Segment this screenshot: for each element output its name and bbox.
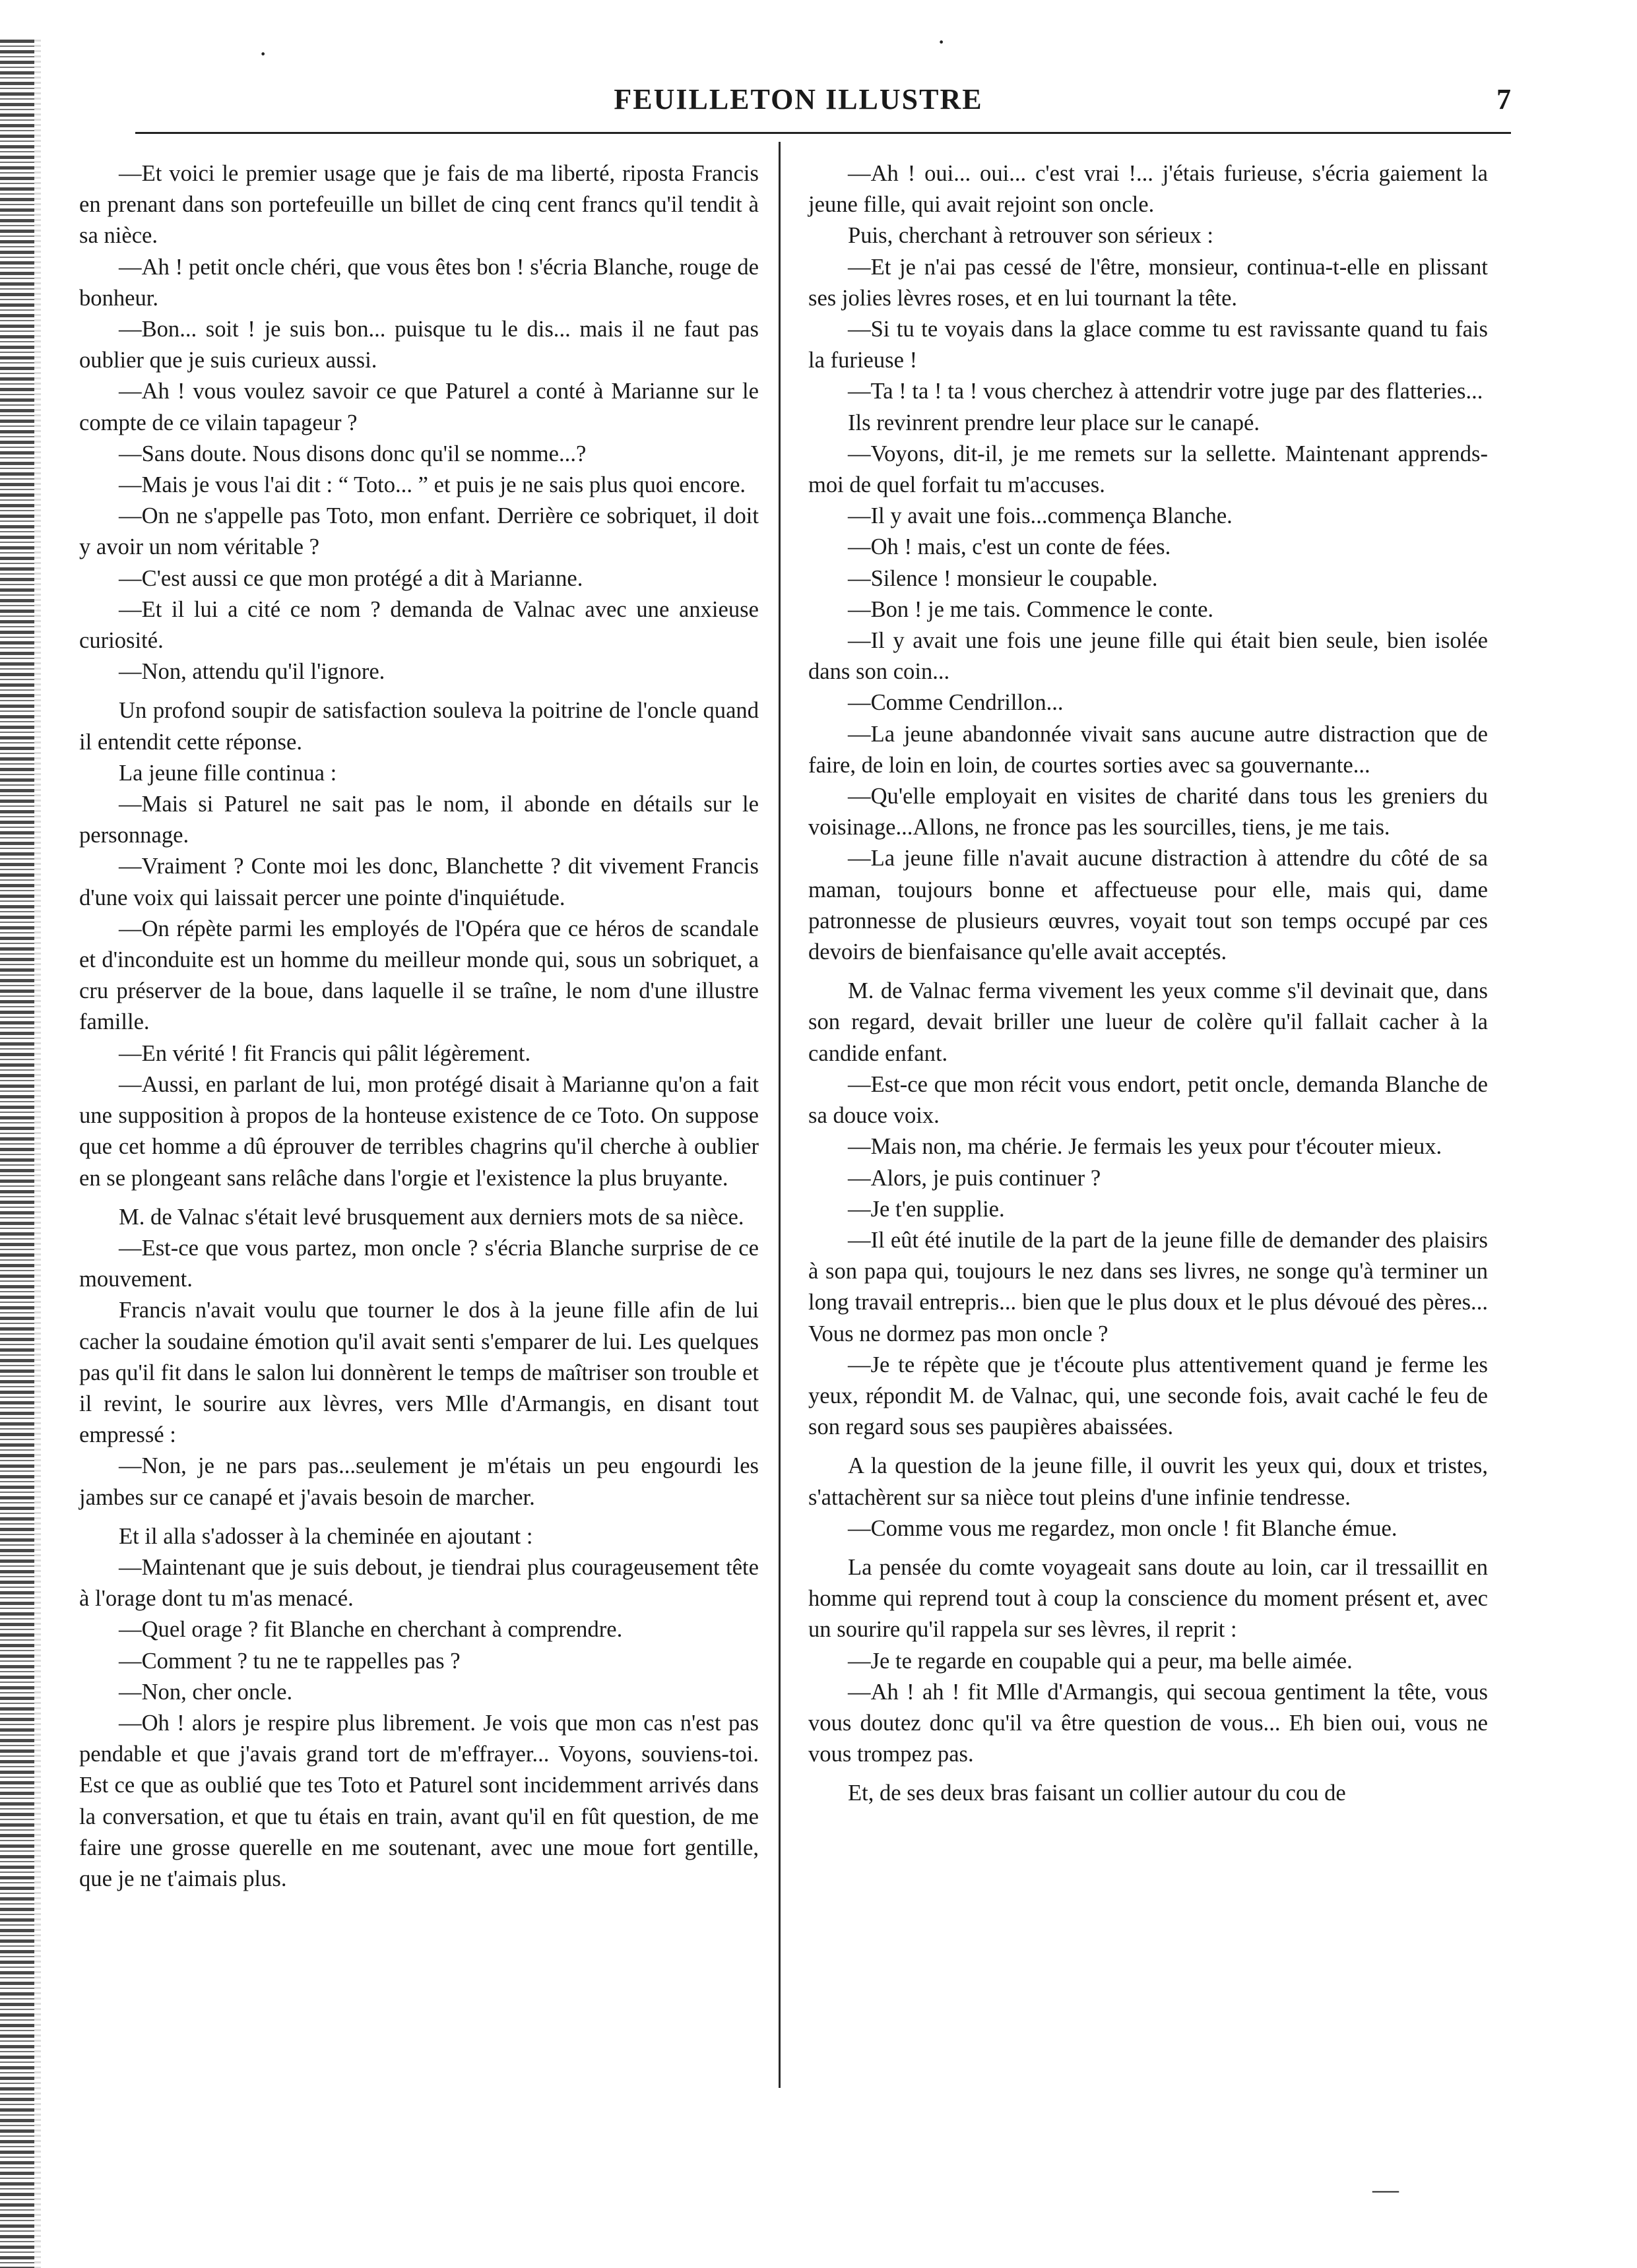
page-header-title: FEUILLETON ILLUSTRE [614,83,983,115]
paragraph: M. de Valnac ferma vivement les yeux comme s'il devinait que, dans son regard, devait briller une lueur de colère qu'il fallait cacher à la candide enfant. [808,978,1488,1066]
paragraph: —Et je n'ai pas cessé de l'être, monsieur, continua-t-elle en plissant ses jolies lèvres roses, et en lui tournant la tête. [808,254,1488,311]
paragraph: —Voyons, dit-il, je me remets sur la sellette. Maintenant apprends-moi de quel forfait tu m'accuses. [808,441,1488,498]
paragraph: —Je t'en supplie. [848,1196,1005,1222]
paragraph: —Vraiment ? Conte moi les donc, Blanchette ? dit vivement Francis d'une voix qui laissait percer une pointe d'inquiétude. [79,854,759,910]
binding-shadow [34,40,41,2268]
paragraph: —Silence ! monsieur le coupable. [848,565,1158,591]
paragraph: —Alors, je puis continuer ? [848,1165,1101,1191]
paragraph: —Non, attendu qu'il l'ignore. [119,659,385,685]
paragraph: —Quel orage ? fit Blanche en cherchant à comprendre. [119,1617,623,1643]
paragraph: —On répète parmi les employés de l'Opéra que ce héros de scandale et d'inconduite est un homme du meilleur monde qui, sous un sobriquet, a cru préserver de la boue, dans laquelle il se traîne, le nom d'une illustre famille. [79,916,759,1035]
paragraph: —Ah ! ah ! fit Mlle d'Armangis, qui secoua gentiment la tête, vous vous doutez donc qu'il va être question de vous... Eh bien oui, vous ne vous trompez pas. [808,1679,1488,1767]
print-dot: · [259,39,268,69]
paragraph: A la question de la jeune fille, il ouvrit les yeux qui, doux et tristes, s'attachèrent sur sa nièce tout pleins d'une infinie tendresse. [808,1453,1488,1510]
paragraph: —Comment ? tu ne te rappelles pas ? [119,1648,461,1674]
paragraph: —La jeune abandonnée vivait sans aucune autre distraction que de faire, de loin en loin, de courtes sorties avec sa gouvernante... [808,721,1488,778]
right-column [808,158,1488,1810]
paragraph: Et il alla s'adosser à la cheminée en ajoutant : [119,1523,533,1549]
paragraph: —Bon ! je me tais. Commence le conte. [848,596,1214,622]
paragraph: —La jeune fille n'avait aucune distraction à attendre du côté de sa maman, toujours bonne et affectueuse pour elle, mais qui, dame patronnesse de plusieurs œuvres, voyait tout son temps occupé par ces devoirs de bienfaisance qu'elle avait acceptés. [808,846,1488,965]
paragraph: —Ah ! vous voulez savoir ce que Paturel a conté à Marianne sur le compte de ce vilain tapageur ? [79,379,759,435]
paragraph: —Mais non, ma chérie. Je fermais les yeux pour t'écouter mieux. [848,1134,1442,1160]
paragraph: —Non, cher oncle. [119,1679,293,1705]
binding-edge [0,40,34,2268]
paragraph: Ils revinrent prendre leur place sur le canapé. [848,410,1260,435]
paragraph: —Il eût été inutile de la part de la jeune fille de demander des plaisirs à son papa qui, toujours le nez dans ses livres, ne songe qu'à terminer un long travail entrepris... bien que le plus doux et le plus dévoué des pères... Vous ne dormez pas mon oncle ? [808,1227,1488,1346]
running-header [86,82,1511,122]
print-dot: · [937,27,946,57]
paragraph: Un profond soupir de satisfaction souleva la poitrine de l'oncle quand il entendit cette réponse. [79,698,759,755]
paragraph: —Je te répète que je t'écoute plus attentivement quand je ferme les yeux, répondit M. de Valnac, qui, une seconde fois, avait caché le feu de son regard sous ses paupières abaissées. [808,1352,1488,1440]
paragraph: —Qu'elle employait en visites de charité dans tous les greniers du voisinage...Allons, ne fronce pas les sourcilles, tiens, je me tais. [808,784,1488,840]
paragraph: —Est-ce que vous partez, mon oncle ? s'écria Blanche surprise de ce mouvement. [79,1235,759,1292]
paragraph: —Il y avait une fois...commença Blanche. [848,503,1233,529]
paragraph: —Oh ! mais, c'est un conte de fées. [848,534,1171,560]
left-column [79,158,759,1895]
header-rule [135,132,1511,134]
paragraph: —Mais je vous l'ai dit : “ Toto... ” et puis je ne sais plus quoi encore. [119,472,746,498]
paragraph: —Comme vous me regardez, mon oncle ! fit Blanche émue. [848,1515,1397,1541]
paragraph: Puis, cherchant à retrouver son sérieux : [848,223,1214,249]
paragraph: —On ne s'appelle pas Toto, mon enfant. Derrière ce sobriquet, il doit y avoir un nom véritable ? [79,503,759,560]
paragraph: —Oh ! alors je respire plus librement. Je vois que mon cas n'est pas pendable et que j'avais grand tort de m'effrayer... Voyons, souviens-toi. Est ce que as oublié que tes Toto et Paturel sont incidemment arrivés dans la conversation, et que tu étais en train, avant qu'il en fût question, de me faire une grosse querelle en me soutenant, avec une moue fort gentille, que je ne t'aimais plus. [79,1710,759,1891]
paragraph: —Maintenant que je suis debout, je tiendrai plus courageusement tête à l'orage dont tu m'as menacé. [79,1554,759,1612]
print-dash: — [1372,2174,1399,2204]
paragraph: —Je te regarde en coupable qui a peur, ma belle aimée. [848,1648,1353,1674]
paragraph: —Bon... soit ! je suis bon... puisque tu le dis... mais il ne faut pas oublier que je suis curieux aussi. [79,317,759,373]
paragraph: —Non, je ne pars pas...seulement je m'étais un peu engourdi les jambes sur ce canapé et j'avais besoin de marcher. [79,1453,759,1510]
column-divider [779,142,781,2088]
paragraph: La pensée du comte voyageait sans doute au loin, car il tressaillit en homme qui reprend tout à coup la conscience du moment présent et, avec un sourire qu'il rappela sur ses lèvres, il reprit : [808,1554,1488,1643]
paragraph: Et, de ses deux bras faisant un collier autour du cou de [848,1780,1346,1806]
paragraph: —Si tu te voyais dans la glace comme tu est ravissante quand tu fais la furieuse ! [808,317,1488,373]
paragraph: —En vérité ! fit Francis qui pâlit légèrement. [119,1040,531,1066]
paragraph: —C'est aussi ce que mon protégé a dit à Marianne. [119,565,583,591]
paragraph: Francis n'avait voulu que tourner le dos à la jeune fille afin de lui cacher la soudaine émotion qu'il avait senti s'emparer de lui. Les quelques pas qu'il fit dans le salon lui donnèrent le temps de maîtriser son trouble et il revint, le sourire aux lèvres, vers Mlle d'Armangis, en disant tout empressé : [79,1298,759,1448]
paragraph: —Ah ! petit oncle chéri, que vous êtes bon ! s'écria Blanche, rouge de bonheur. [79,254,759,311]
paragraph: M. de Valnac s'était levé brusquement aux derniers mots de sa nièce. [119,1204,744,1230]
paragraph: —Et il lui a cité ce nom ? demanda de Valnac avec une anxieuse curiosité. [79,596,759,654]
paragraph: —Mais si Paturel ne sait pas le nom, il abonde en détails sur le personnage. [79,792,759,848]
paragraph: —Sans doute. Nous disons donc qu'il se nomme...? [119,441,587,466]
paragraph: —Est-ce que mon récit vous endort, petit oncle, demanda Blanche de sa douce voix. [808,1071,1488,1129]
paragraph: —Ah ! oui... oui... c'est vrai !... j'étais furieuse, s'écria gaiement la jeune fille, qui avait rejoint son oncle. [808,161,1488,218]
paragraph: —Comme Cendrillon... [848,690,1064,716]
paragraph: —Ta ! ta ! ta ! vous cherchez à attendrir votre juge par des flatteries... [848,379,1483,404]
paragraph: La jeune fille continua : [119,760,337,786]
paragraph: —Aussi, en parlant de lui, mon protégé disait à Marianne qu'on a fait une supposition à propos de la honteuse existence de ce Toto. On suppose que cet homme a dû éprouver de terribles chagrins qu'il cherche à oublier en se plongeant sans relâche dans l'orgie et l'existence la plus bruyante. [79,1071,759,1191]
paragraph: —Et voici le premier usage que je fais de ma liberté, riposta Francis en prenant dans son portefeuille un billet de cinq cent francs qu'il tendit à sa nièce. [79,161,759,249]
paragraph: —Il y avait une fois une jeune fille qui était bien seule, bien isolée dans son coin... [808,628,1488,685]
page-number: 7 [1496,83,1511,115]
